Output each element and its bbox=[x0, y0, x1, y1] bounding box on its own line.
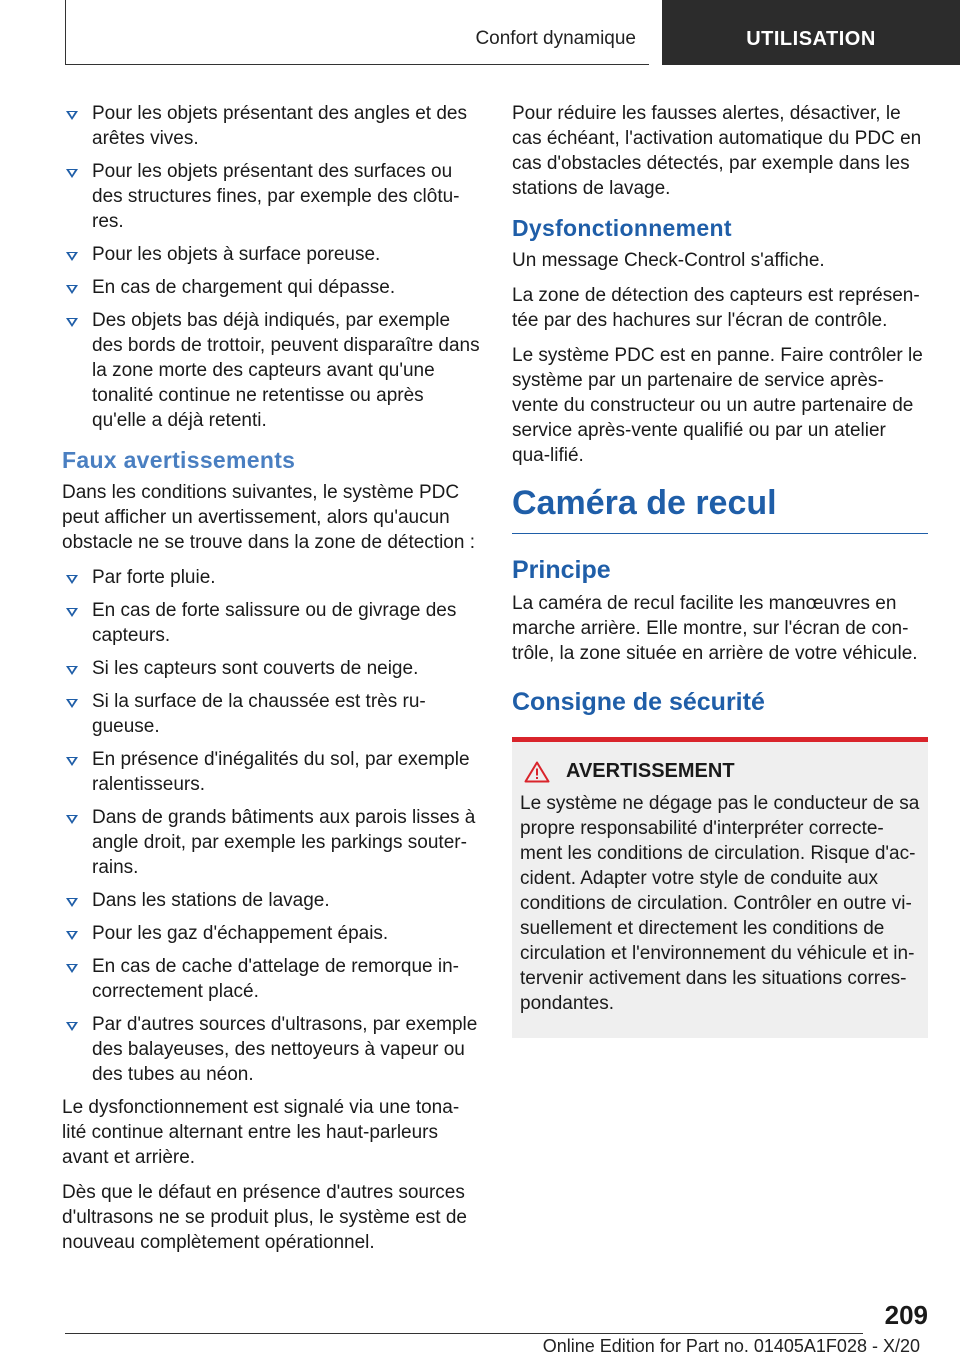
list-item: Pour les objets à surface poreuse. bbox=[62, 242, 482, 267]
triangle-bullet-icon bbox=[66, 1022, 78, 1031]
list-item: En cas de chargement qui dépasse. bbox=[62, 275, 482, 300]
dys-text-2: La zone de détection des capteurs est représen-tée par des hachures sur l'écran de contrôle. bbox=[512, 285, 920, 331]
triangle-bullet-icon bbox=[66, 699, 78, 708]
principe-heading: Principe bbox=[512, 556, 611, 584]
list-item: En cas de forte salissure ou de givrage des capteurs. bbox=[62, 598, 482, 648]
recovery-text: Dès que le défaut en présence d'autres sources d'ultrasons ne se produit plus, le système est de nouveau complètement opérationnel. bbox=[62, 1182, 467, 1253]
triangle-bullet-icon bbox=[66, 169, 78, 178]
consigne-heading: Consigne de sécurité bbox=[512, 688, 765, 716]
list-item: Pour les objets présentant des surfaces ou des structures fines, par exemple des clôtu-res. bbox=[62, 159, 482, 234]
triangle-bullet-icon bbox=[66, 815, 78, 824]
header-chapter-tab: UTILISATION bbox=[662, 0, 960, 65]
warning-title: AVERTISSEMENT bbox=[566, 760, 735, 782]
triangle-bullet-icon bbox=[66, 318, 78, 327]
triangle-bullet-icon bbox=[66, 252, 78, 261]
left-column bbox=[62, 101, 482, 1265]
warning-title-row bbox=[520, 760, 920, 783]
triangle-bullet-icon bbox=[66, 285, 78, 294]
list-item: Par d'autres sources d'ultrasons, par exemple des balayeuses, des nettoyeurs à vapeur ou des tubes au néon. bbox=[62, 1012, 482, 1087]
warning-box bbox=[512, 737, 928, 1038]
triangle-bullet-icon bbox=[66, 608, 78, 617]
list-item: Pour les objets présentant des angles et des arêtes vives. bbox=[62, 101, 482, 151]
list-item: Si les capteurs sont couverts de neige. bbox=[62, 656, 482, 681]
list-item: En cas de cache d'attelage de remorque in-correctement placé. bbox=[62, 954, 482, 1004]
malfunction-signal-text: Le dysfonctionnement est signalé via une tona-lité continue alternant entre les haut-parleurs avant et arrière. bbox=[62, 1097, 460, 1168]
list-item: Par forte pluie. bbox=[62, 565, 482, 590]
list-item: En présence d'inégalités du sol, par exemple ralentisseurs. bbox=[62, 747, 482, 797]
bullet-list-top bbox=[62, 101, 482, 433]
faux-intro-text: Dans les conditions suivantes, le système PDC peut afficher un avertissement, alors qu'aucun obstacle ne se trouve dans la zone de détection : bbox=[62, 482, 475, 553]
footer-rule bbox=[65, 1333, 863, 1334]
dys-text-3: Le système PDC est en panne. Faire contrôler le système par un partenaire de service après-vente du constructeur ou un autre partenaire de service après-vente qualifié ou par un atelier qua-lifié. bbox=[512, 345, 923, 466]
triangle-bullet-icon bbox=[66, 931, 78, 940]
dys-text-1: Un message Check-Control s'affiche. bbox=[512, 250, 825, 271]
triangle-bullet-icon bbox=[66, 898, 78, 907]
warning-triangle-icon bbox=[524, 761, 550, 783]
camera-de-recul-heading: Caméra de recul bbox=[512, 484, 928, 534]
faux-avertissements-heading: Faux avertissements bbox=[62, 447, 296, 473]
right-column bbox=[512, 101, 928, 1038]
header-left-rule bbox=[65, 0, 66, 64]
principe-text: La caméra de recul facilite les manœuvres en marche arrière. Elle montre, sur l'écran de con-trôle, la zone située en arrière de votre véhicule. bbox=[512, 593, 918, 664]
triangle-bullet-icon bbox=[66, 757, 78, 766]
warning-text: Le système ne dégage pas le conducteur de sa propre responsabilité d'interpréter correcte-ment les conditions de circulation. Risque d'ac-cident. Adapter votre style de conduite aux conditions de circulation. Contrôler en outre vi-suellement et directement les conditions de circulation et l'environnement du véhicule et in-tervenir activement dans les situations corres-pondantes. bbox=[520, 793, 920, 1014]
list-item: Si la surface de la chaussée est très ru-gueuse. bbox=[62, 689, 482, 739]
list-item: Pour les gaz d'échappement épais. bbox=[62, 921, 482, 946]
bullet-list-faux bbox=[62, 565, 482, 1087]
false-alert-reduction-text: Pour réduire les fausses alertes, désactiver, le cas échéant, l'activation automatique du PDC en cas d'obstacles détectés, par exemple dans les stations de lavage. bbox=[512, 103, 922, 199]
dysfonctionnement-heading: Dysfonctionnement bbox=[512, 215, 732, 241]
list-item: Dans de grands bâtiments aux parois lisses à angle droit, par exemple les parkings souter-rains. bbox=[62, 805, 482, 880]
list-item: Des objets bas déjà indiqués, par exemple des bords de trottoir, peuvent disparaître dans la zone morte des capteurs avant qu'une tonalité continue ne retentisse ou après qu'elle a déjà retenti. bbox=[62, 308, 482, 433]
triangle-bullet-icon bbox=[66, 111, 78, 120]
page-number: 209 bbox=[884, 1300, 928, 1330]
triangle-bullet-icon bbox=[66, 964, 78, 973]
footer-edition-text: Online Edition for Part no. 01405A1F028 - X/20 bbox=[542, 1336, 920, 1356]
triangle-bullet-icon bbox=[66, 575, 78, 584]
triangle-bullet-icon bbox=[66, 666, 78, 675]
header-section-title: Confort dynamique bbox=[475, 28, 636, 49]
list-item: Dans les stations de lavage. bbox=[62, 888, 482, 913]
header-bottom-rule bbox=[65, 64, 649, 65]
